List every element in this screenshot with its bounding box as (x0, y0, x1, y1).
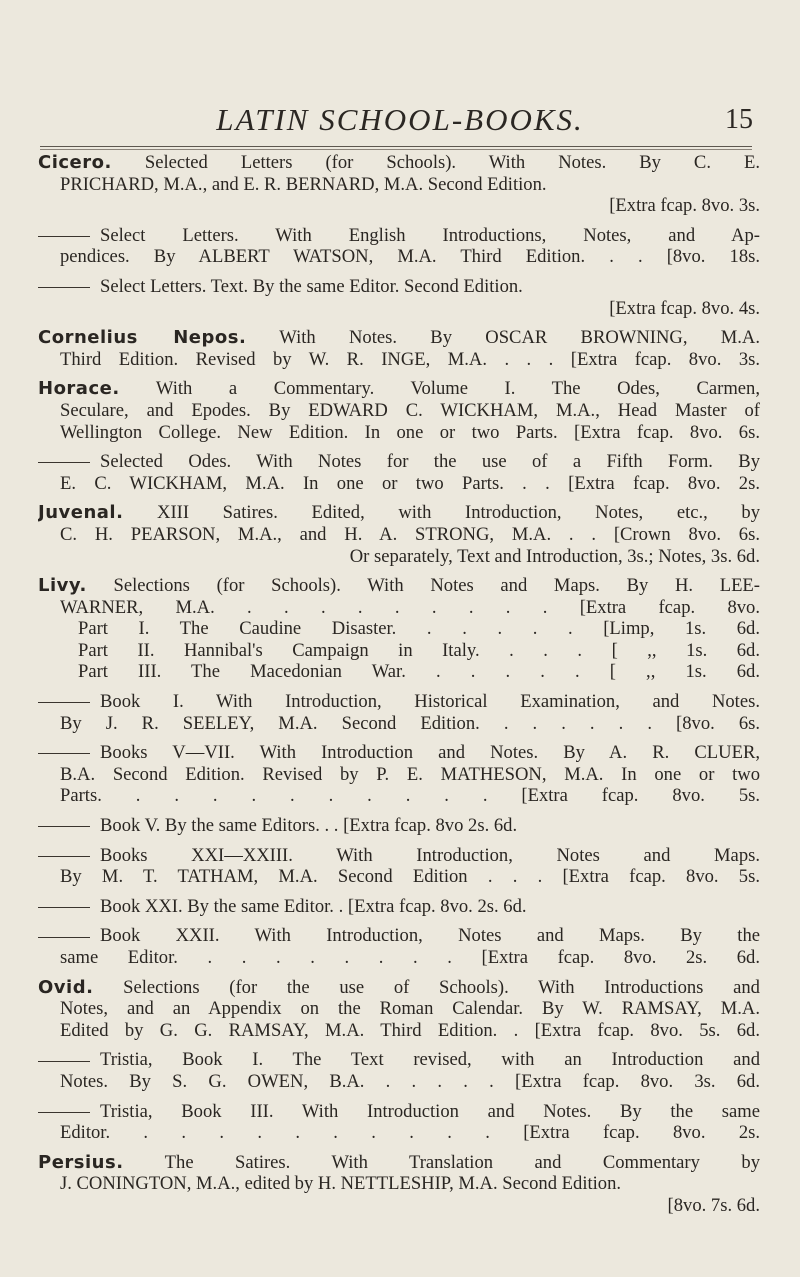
entry-text: Selections (for the use of Schools). With Introductions and (123, 976, 760, 998)
entry-text: Selected Letters (for Schools). With Notes. By C. E. (144, 152, 760, 173)
entry-text: [Extra fcap. 8vo. 4s. (609, 297, 760, 319)
entry-line (38, 174, 760, 196)
entry-text: PRICHARD, M.A., and E. R. BERNARD, M.A. Second Edition. (60, 173, 547, 195)
entry-line (38, 575, 760, 597)
entry-text: Editor. . . . . . . . . . . [Extra fcap. 8vo. 2s. (60, 1122, 760, 1144)
catalogue-entry (38, 1101, 760, 1144)
entry-line (38, 327, 760, 349)
entry-text: [Extra fcap. 8vo. 3s. (609, 195, 760, 217)
ditto-dash (38, 937, 90, 938)
entry-text: E. C. WICKHAM, M.A. In one or two Parts. . . [Extra fcap. 8vo. 2s. (60, 472, 760, 494)
entry-line (38, 1152, 760, 1174)
catalogue-entry (38, 815, 760, 837)
entry-text: Or separately, Text and Introduction, 3s.; Notes, 3s. 6d. (349, 545, 760, 567)
catalogue-entry (38, 502, 760, 567)
entry-text: Edited by G. G. RAMSAY, M.A. Third Edition. . [Extra fcap. 8vo. 5s. 6d. (60, 1019, 760, 1041)
entry-line (38, 742, 760, 764)
catalogue-entry (38, 1152, 760, 1217)
entry-line (38, 977, 760, 999)
entry-text: J. CONINGTON, M.A., edited by H. NETTLESHIP, M.A. Second Edition. (60, 1173, 622, 1195)
catalogue-entry (38, 225, 760, 268)
entry-line (38, 998, 760, 1020)
author-heading: Ovid. (38, 976, 94, 998)
entry-line (38, 947, 760, 969)
entry-text: same Editor. . . . . . . . . [Extra fcap. 8vo. 2s. 6d. (60, 947, 760, 968)
entry-text: The Satires. With Translation and Commentary by (164, 1151, 760, 1173)
entry-line (38, 400, 760, 422)
entry-text: Wellington College. New Edition. In one or two Parts. [Extra fcap. 8vo. 6s. (60, 421, 760, 443)
entry-line (38, 866, 760, 888)
ditto-dash (38, 826, 90, 827)
catalogue-entry (38, 742, 760, 807)
entry-text: WARNER, M.A. . . . . . . . . . [Extra fcap. 8vo. (60, 596, 760, 618)
catalogue-entry (38, 152, 760, 217)
catalogue-entry (38, 896, 760, 918)
entry-line (38, 152, 760, 174)
entry-text: Selections (for Schools). With Notes and Maps. By H. LEE- (113, 575, 760, 597)
entry-text: XIII Satires. Edited, with Introduction, Notes, etc., by (157, 502, 760, 524)
ditto-dash (38, 236, 90, 237)
author-heading: Livy. (38, 575, 87, 597)
catalogue-entry (38, 327, 760, 370)
running-head: LATIN SCHOOL-BOOKS. (216, 102, 584, 137)
entry-line (38, 925, 760, 947)
entry-line (38, 815, 760, 837)
catalogue-entry (38, 575, 760, 683)
entry-text: Third Edition. Revised by W. R. INGE, M.A. . . . [Extra fcap. 8vo. 3s. (60, 348, 760, 370)
entry-line (38, 764, 760, 786)
entry-line (38, 524, 760, 546)
entry-line (38, 1195, 760, 1217)
catalogue-entry (38, 1049, 760, 1092)
entry-line (38, 276, 760, 298)
header-rule-thin (40, 149, 752, 150)
ditto-dash (38, 1112, 90, 1113)
entry-line (38, 845, 760, 867)
ditto-dash (38, 856, 90, 857)
entry-text: Book XXII. With Introduction, Notes and Maps. By the (100, 925, 760, 947)
catalogue-entry (38, 925, 760, 968)
entry-line (38, 1173, 760, 1195)
entry-text: With a Commentary. Volume I. The Odes, Carmen, (155, 378, 760, 400)
ditto-dash (38, 1061, 90, 1062)
header-rule (40, 146, 752, 147)
entry-line (38, 713, 760, 735)
entry-text: Notes, and an Appendix on the Roman Calendar. By W. RAMSAY, M.A. (60, 998, 760, 1020)
author-heading: Persius. (38, 1151, 124, 1173)
entry-text: Select Letters. With English Introductions, Notes, and Ap- (100, 224, 760, 246)
entry-line (38, 195, 760, 217)
ditto-dash (38, 702, 90, 703)
ditto-dash (38, 287, 90, 288)
entry-text: Part II. Hannibal's Campaign in Italy. . . . [ ,, 1s. 6d. (78, 639, 760, 661)
entry-text: With Notes. By OSCAR BROWNING, M.A. (279, 327, 760, 349)
entry-line (38, 1071, 760, 1093)
entry-text: Seculare, and Epodes. By EDWARD C. WICKHAM, M.A., Head Master of (60, 399, 760, 421)
entry-text: Books V—VII. With Introduction and Notes. By A. R. CLUER, (100, 742, 760, 764)
page-header (0, 102, 800, 142)
entry-text: [8vo. 7s. 6d. (667, 1194, 760, 1216)
entry-line (38, 618, 760, 640)
catalogue-entry (38, 845, 760, 888)
ditto-dash (38, 462, 90, 463)
entry-text: Book I. With Introduction, Historical Examination, and Notes. (100, 691, 760, 713)
entry-text: C. H. PEARSON, M.A., and H. A. STRONG, M.A. . . [Crown 8vo. 6s. (60, 523, 760, 545)
author-heading: Juvenal. (38, 502, 124, 524)
catalogue-entry (38, 691, 760, 734)
entry-line (38, 597, 760, 619)
entry-text: pendices. By ALBERT WATSON, M.A. Third Edition. . . [8vo. 18s. (60, 246, 760, 268)
entry-line (38, 349, 760, 371)
catalogue-list (38, 152, 760, 1225)
entry-line (38, 896, 760, 918)
entry-line (38, 451, 760, 473)
entry-text: Tristia, Book I. The Text revised, with an Introduction and (100, 1049, 760, 1071)
entry-text: Part I. The Caudine Disaster. . . . . . [Limp, 1s. 6d. (78, 618, 760, 640)
entry-line (38, 640, 760, 662)
entry-text: Book XXI. By the same Editor. . [Extra fcap. 8vo. 2s. 6d. (100, 895, 527, 917)
ditto-dash (38, 753, 90, 754)
catalogue-entry (38, 451, 760, 494)
entry-line (38, 546, 760, 568)
entry-text: Book V. By the same Editors. . . [Extra fcap. 8vo 2s. 6d. (100, 815, 518, 837)
catalogue-entry (38, 378, 760, 443)
entry-line (38, 298, 760, 320)
entry-line (38, 691, 760, 713)
author-heading: Cicero. (38, 152, 112, 173)
entry-line (38, 1122, 760, 1144)
entry-line (38, 378, 760, 400)
entry-line (38, 422, 760, 444)
author-heading: Cornelius Nepos. (38, 327, 247, 349)
catalogue-entry (38, 276, 760, 319)
entry-line (38, 502, 760, 524)
entry-line (38, 246, 760, 268)
entry-line (38, 473, 760, 495)
page-number: 15 (725, 104, 753, 135)
entry-line (38, 785, 760, 807)
entry-text: By J. R. SEELEY, M.A. Second Edition. . . . . . . [8vo. 6s. (60, 712, 760, 734)
entry-text: Parts. . . . . . . . . . . [Extra fcap. 8vo. 5s. (60, 785, 760, 807)
entry-text: Selected Odes. With Notes for the use of a Fifth Form. By (100, 451, 760, 473)
ditto-dash (38, 907, 90, 908)
entry-text: Books XXI—XXIII. With Introduction, Notes and Maps. (100, 844, 760, 866)
catalogue-entry (38, 977, 760, 1042)
entry-text: Notes. By S. G. OWEN, B.A. . . . . . [Extra fcap. 8vo. 3s. 6d. (60, 1070, 760, 1092)
entry-line (38, 225, 760, 247)
entry-text: By M. T. TATHAM, M.A. Second Edition . . . [Extra fcap. 8vo. 5s. (60, 866, 760, 888)
author-heading: Horace. (38, 378, 120, 400)
entry-text: B.A. Second Edition. Revised by P. E. MATHESON, M.A. In one or two (60, 763, 760, 785)
entry-line (38, 661, 760, 683)
entry-line (38, 1020, 760, 1042)
entry-text: Tristia, Book III. With Introduction and Notes. By the same (100, 1100, 760, 1122)
entry-text: Part III. The Macedonian War. . . . . . [ ,, 1s. 6d. (78, 661, 760, 683)
entry-line (38, 1049, 760, 1071)
entry-line (38, 1101, 760, 1123)
entry-text: Select Letters. Text. By the same Editor. Second Edition. (100, 275, 523, 297)
